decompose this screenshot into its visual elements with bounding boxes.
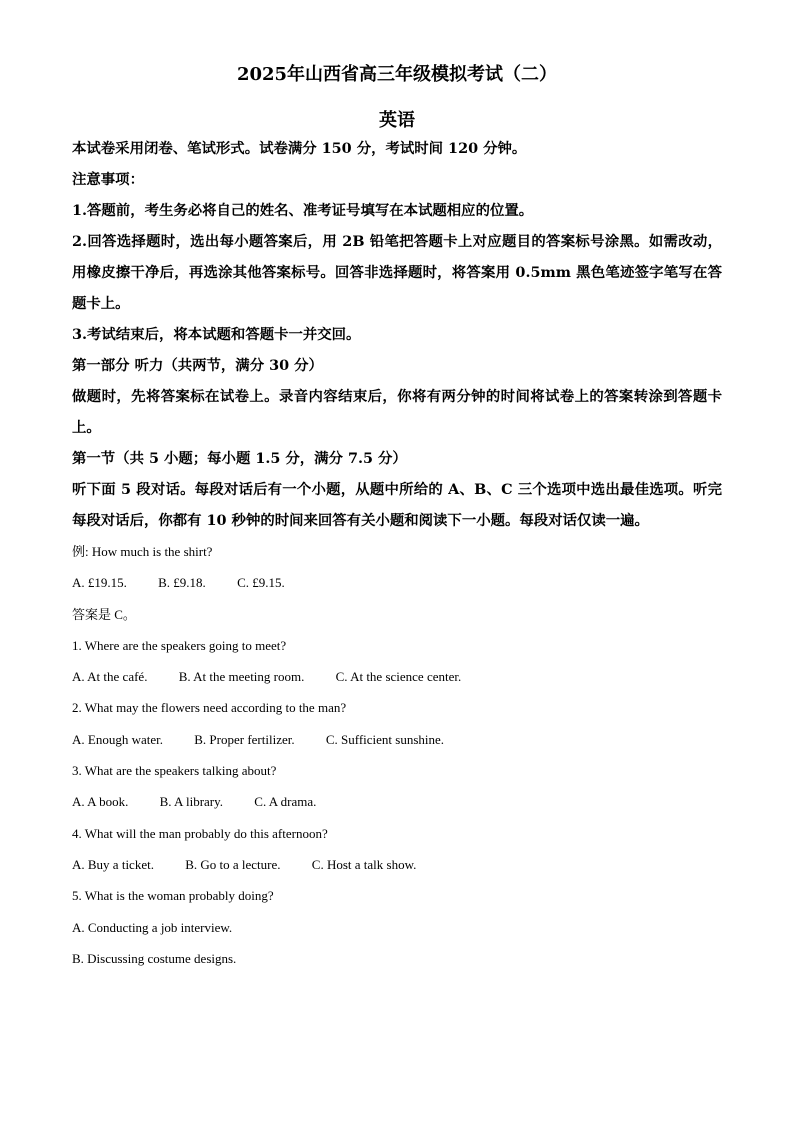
question-2-options (72, 724, 722, 755)
note-1: 1.答题前，考生务必将自己的姓名、准考证号填写在本试题相应的位置。 (72, 202, 534, 219)
question-1-option-b: B. At the meeting room. (178, 669, 305, 685)
question-5-stem: 5. What is the woman probably doing? (72, 888, 274, 904)
example-question: 例: How much is the shirt? (72, 544, 213, 559)
question-2-option-a: A. Enough water. (72, 731, 163, 747)
example-option-c: C. £9.15. (237, 575, 285, 591)
notes-heading: 注意事项： (72, 171, 144, 188)
exam-page (72, 62, 722, 974)
question-3-options (72, 786, 722, 817)
question-2-stem: 2. What may the flowers need according to the man? (72, 700, 347, 716)
exam-format-text: 本试卷采用闭卷、笔试形式。试卷满分 150 分，考试时间 120 分钟。 (72, 140, 527, 157)
example-option-b: B. £9.18. (158, 575, 206, 591)
question-5-option-a: A. Conducting a job interview. (72, 919, 233, 935)
question-2-option-c: C. Sufficient sunshine. (325, 731, 445, 747)
example-options (72, 567, 722, 598)
question-3-option-a: A. A book. (72, 794, 129, 810)
question-1-option-a: A. At the café. (72, 669, 148, 685)
question-5-option-b: B. Discussing costume designs. (72, 950, 237, 966)
question-4-option-b: B. Go to a lecture. (185, 856, 281, 872)
question-3-stem: 3. What are the speakers talking about? (72, 763, 277, 779)
question-1-stem: 1. Where are the speakers going to meet? (72, 637, 287, 653)
section1-instructions: 听下面 5 段对话。每段对话后有一个小题，从题中所给的 A、B、C 三个选项中选出最佳选项。听完每段对话后，你都有 10 秒钟的时间来回答有关小题和阅读下一小题。每段对话仅读一遍。 (72, 481, 722, 529)
section1-heading: 第一节（共 5 小题；每小题 1.5 分，满分 7.5 分） (72, 450, 407, 467)
question-2-option-b: B. Proper fertilizer. (194, 731, 295, 747)
question-1-options (72, 661, 722, 692)
example-option-a: A. £19.15. (72, 575, 127, 591)
question-4-options (72, 849, 722, 880)
example-answer: 答案是 C。 (72, 606, 136, 622)
part1-instructions: 做题时，先将答案标在试卷上。录音内容结束后，你将有两分钟的时间将试卷上的答案转涂到答题卡上。 (72, 388, 722, 436)
exam-title: 2025年山西省高三年级模拟考试（二） (236, 64, 558, 85)
question-4-stem: 4. What will the man probably do this afternoon? (72, 825, 328, 841)
question-3-option-c: C. A drama. (254, 794, 317, 810)
part1-heading: 第一部分 听力（共两节，满分 30 分） (72, 357, 323, 374)
question-4-option-c: C. Host a talk show. (311, 856, 417, 872)
question-4-option-a: A. Buy a ticket. (72, 856, 154, 872)
subject-title: 英语 (379, 110, 415, 131)
question-1-option-c: C. At the science center. (335, 669, 462, 685)
note-3: 3.考试结束后，将本试题和答题卡一并交回。 (72, 326, 361, 343)
question-3-option-b: B. A library. (159, 794, 224, 810)
note-2: 2.回答选择题时，选出每小题答案后，用 2B 铅笔把答题卡上对应题目的答案标号涂黑。如需改动，用橡皮擦干净后，再选涂其他答案标号。回答非选择题时，将答案用 0.5mm 黑色笔迹签字笔写在答题卡上。 (72, 233, 722, 312)
